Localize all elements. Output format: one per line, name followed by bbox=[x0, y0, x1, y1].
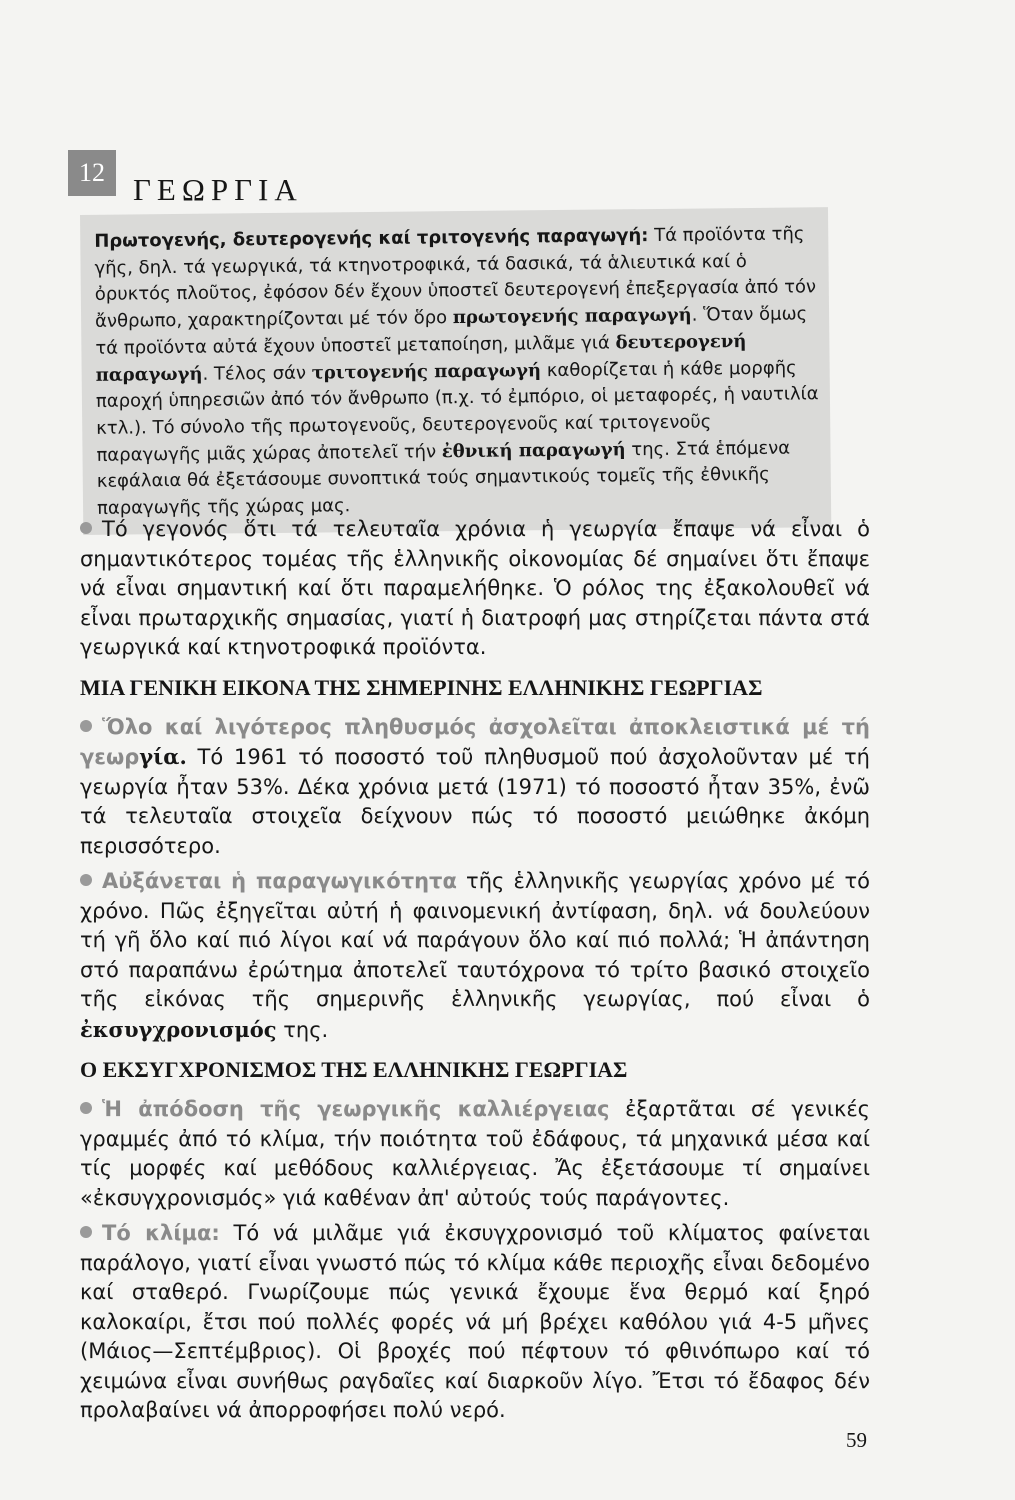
paragraph-lead: Ὅλο καί λιγότερος πληθυσμός ἀσχολεῖται ἀποκλειστικά μέ τή γεωρ bbox=[80, 714, 870, 769]
intro-text: . Τέλος σάν bbox=[202, 362, 312, 385]
paragraph bbox=[80, 1095, 870, 1213]
term-national: ἐθνική παραγωγή bbox=[441, 438, 626, 462]
intro-text: της. Στά ἑπόμενα κεφάλαια θά ἐξετάσουμε συνοπτικά τούς σημαντικούς τομεῖς τῆς ἐθνικῆς παραγωγῆς τῆς χώρας μας. bbox=[96, 437, 791, 519]
paragraph-text: τῆς ἑλληνικῆς γεωργίας χρόνο μέ τό χρόνο. Πῶς ἐξηγεῖται αὐτή ἡ φαινομενική ἀντίφαση, δηλ. νά δουλεύουν τή γῆ ὅλο καί πιό λίγοι καί νά παράγουν ὅλο καί πιό πολλά; Ἡ ἀπάντηση στό παραπάνω ἐρώτημα ἀποτελεῖ ταυτόχρονα τό τρίτο βασικό στοιχεῖο τῆς εἰκόνας τῆς σημερινῆς ἑλληνικῆς γεωργίας, πού εἶναι ὁ bbox=[80, 869, 870, 1011]
chapter-title: ΓΕΩΡΓΙΑ bbox=[133, 172, 303, 207]
term-secondary: δευτερογενή παραγωγή bbox=[95, 330, 747, 386]
page-number: 59 bbox=[846, 1428, 867, 1452]
bullet-icon bbox=[80, 720, 92, 732]
intro-lead: Πρωτογενής, δευτερογενής καί τριτογενής παραγωγή: bbox=[94, 225, 649, 252]
bullet-icon bbox=[80, 874, 92, 886]
paragraph bbox=[80, 1219, 870, 1426]
chapter-number-badge: 12 bbox=[68, 150, 116, 196]
paragraph bbox=[80, 867, 870, 1045]
paragraph bbox=[80, 713, 870, 862]
term-primary: πρωτογενής παραγωγή bbox=[452, 304, 692, 329]
intro-text: Τά προϊόντα τῆς γῆς, δηλ. τά γεωργικά, τά κτηνοτροφικά, τά δασικά, τά ἁλιευτικά καί ὁ ὀρυκτός πλοῦτος, ἐφόσον δέν ἔχουν ὑποστεῖ δευτερογενή ἐπεξεργασία ἀπό τόν ἄνθρωπο, χαρακτηρίζονται μέ τόν ὅρο bbox=[94, 223, 817, 332]
paragraph-lead-end: γία. bbox=[139, 744, 187, 769]
intro-text: καθορίζεται ἡ κάθε μορφῆς παροχή ὑπηρεσιῶν ἀπό τόν ἄνθρωπο (π.χ. τό ἐμπόριο, οἱ μεταφορές, ἡ ναυτιλία κτλ.). Τό σύνολο τῆς πρωτογενοῦς, δευτερογενοῦς καί τριτογενοῦς παραγωγῆς μιᾶς χώρας ἀποτελεῖ τήν bbox=[95, 357, 819, 466]
bullet-icon bbox=[80, 1226, 92, 1238]
intro-text: . Ὅταν ὅμως τά προϊόντα αὐτά ἔχουν ὑποστεῖ μεταποίηση, μιλᾶμε γιά bbox=[95, 303, 808, 359]
intro-box bbox=[80, 207, 831, 535]
paragraph-text: Τό γεγονός ὅτι τά τελευταῖα χρόνια ἡ γεωργία ἔπαψε νά εἶναι ὁ σημαντικότερος τομέας τῆς ἑλληνικῆς οἰκονομίας δέ σημαίνει ὅτι ἔπαψε νά εἶναι σημαντική καί ὅτι παραμελήθηκε. Ὁ ρόλος της ἐξακολουθεῖ νά εἶναι πρωταρχικῆς σημασίας, γιατί ἡ διατροφή μας στηρίζεται πάντα στά γεωργικά καί κτηνοτροφικά προϊόντα. bbox=[80, 517, 870, 659]
paragraph-lead: Ἡ ἀπόδοση τῆς γεωργικῆς καλλιέργειας bbox=[102, 1097, 610, 1121]
term-tertiary: τριτογενής παραγωγή bbox=[311, 359, 542, 384]
paragraph-lead: Αὐξάνεται ἡ παραγωγικότητα bbox=[102, 869, 457, 893]
paragraph bbox=[80, 515, 870, 663]
section-heading: Ο ΕΚΣΥΓΧΡΟΝΙΣΜΟΣ ΤΗΣ ΕΛΛΗΝΙΚΗΣ ΓΕΩΡΓΙΑΣ bbox=[80, 1057, 628, 1082]
body-text bbox=[80, 515, 870, 1432]
bullet-icon bbox=[80, 1102, 92, 1114]
paragraph-text: ἐξαρτᾶται σέ γενικές γραμμές ἀπό τό κλίμα, τήν ποιότητα τοῦ ἐδάφους, τά μηχανικά μέσα καί τίς μορφές καί μεθόδους καλλιέργειας. Ἄς ἐξετάσουμε τί σημαίνει «ἐκσυγχρονισμός» γιά καθέναν ἀπ' αὐτούς τούς παράγοντες. bbox=[80, 1097, 870, 1210]
term-modernization: ἐκσυγχρονισμός bbox=[80, 1016, 277, 1042]
paragraph-text: Τό 1961 τό ποσοστό τοῦ πληθυσμοῦ πού ἀσχολοῦνταν μέ τή γεωργία ἦταν 53%. Δέκα χρόνια μετά (1971) τό ποσοστό ἦταν 35%, ἐνῶ τά τελευταῖα στοιχεῖα δείχνουν πώς τό ποσοστό μειώθηκε ἀκόμη περισσότερο. bbox=[80, 745, 870, 858]
paragraph-text: Τό νά μιλᾶμε γιά ἐκσυγχρονισμό τοῦ κλίματος φαίνεται παράλογο, γιατί εἶναι γνωστό πώς τό κλίμα κάθε περιοχῆς εἶναι δεδομένο καί σταθερό. Γνωρίζουμε πώς γενικά ἔχουμε ἕνα θερμό καί ξηρό καλοκαίρι, ἔτσι πού πολλές φορές νά μή βρέχει καθόλου γιά 4-5 μῆνες (Μάιος—Σεπτέμβριος). Οἱ βροχές πού πέφτουν τό φθινόπωρο καί τό χειμώνα εἶναι συνήθως ραγδαῖες καί διαρκοῦν λίγο. Ἔτσι τό ἔδαφος δέν προλαβαίνει νά ἀπορροφήσει πολύ νερό. bbox=[80, 1221, 871, 1422]
bullet-icon bbox=[80, 522, 92, 534]
paragraph-lead: Τό κλίμα: bbox=[102, 1221, 220, 1245]
paragraph-text: της. bbox=[276, 1017, 329, 1042]
section-heading: ΜΙΑ ΓΕΝΙΚΗ ΕΙΚΟΝΑ ΤΗΣ ΣΗΜΕΡΙΝΗΣ ΕΛΛΗΝΙΚΗΣ ΓΕΩΡΓΙΑΣ bbox=[80, 674, 763, 700]
